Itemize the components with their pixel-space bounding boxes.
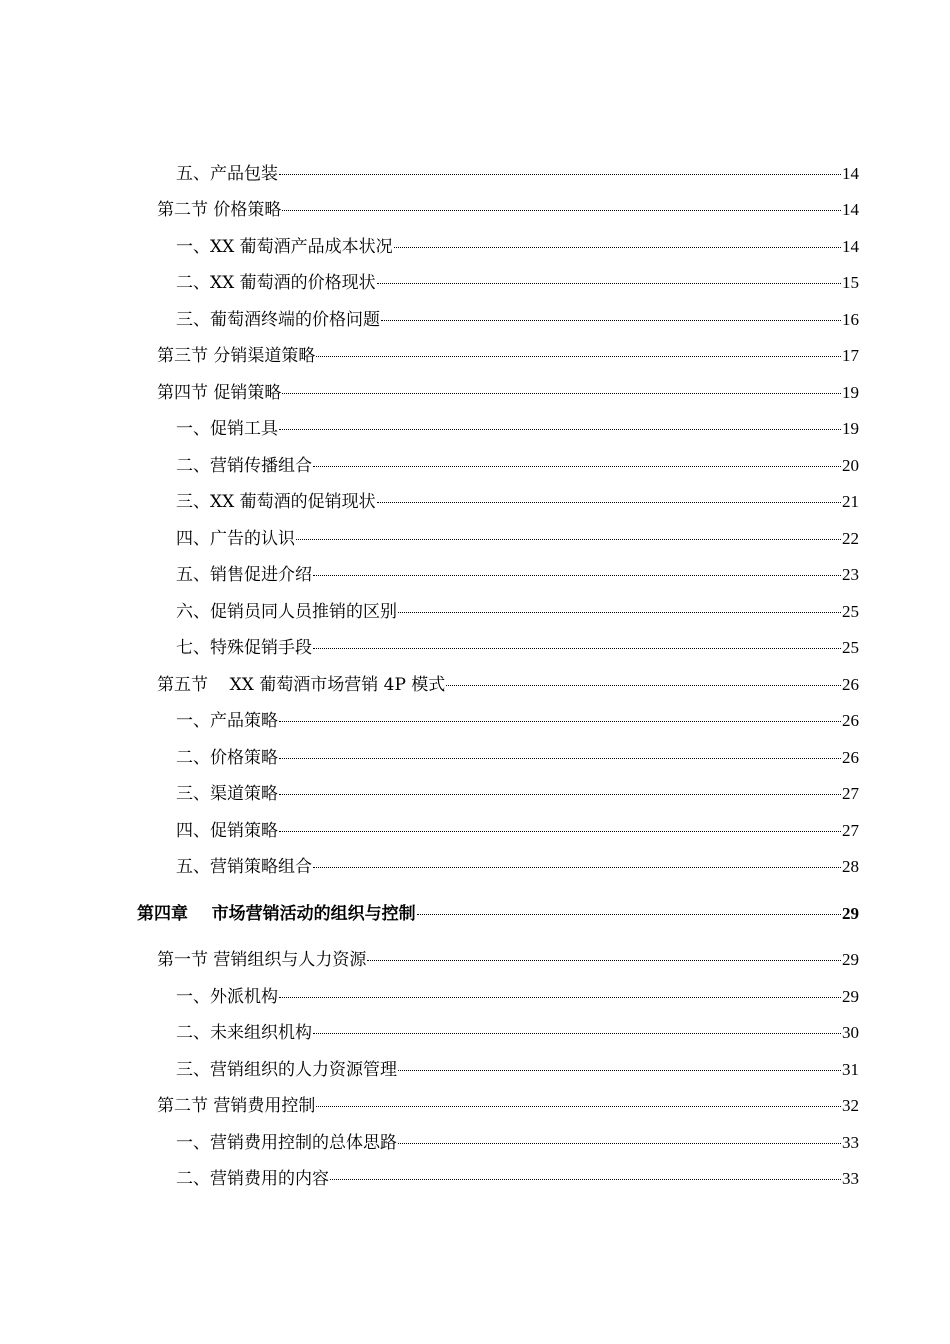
toc-entry[interactable] bbox=[157, 673, 859, 697]
toc-entry[interactable] bbox=[176, 1058, 859, 1082]
toc-entry-label: 五、营销策略组合 bbox=[176, 857, 312, 877]
toc-entry[interactable] bbox=[176, 1131, 859, 1155]
toc-entry[interactable] bbox=[157, 1094, 859, 1118]
dot-leader bbox=[330, 1179, 841, 1180]
toc-entry[interactable] bbox=[176, 417, 859, 441]
dot-leader bbox=[398, 1143, 841, 1144]
toc-page-number: 27 bbox=[842, 784, 859, 803]
toc-page-number: 29 bbox=[842, 987, 859, 1006]
dot-leader bbox=[279, 721, 841, 722]
toc-entry[interactable] bbox=[176, 855, 859, 879]
dot-leader bbox=[279, 794, 841, 795]
toc-entry-label: 五、销售促进介绍 bbox=[176, 565, 312, 585]
dot-leader bbox=[417, 914, 841, 915]
dot-leader bbox=[398, 1070, 841, 1071]
toc-page-number: 29 bbox=[842, 904, 859, 923]
toc-entry[interactable] bbox=[176, 600, 859, 624]
toc-entry-label: 五、产品包装 bbox=[176, 164, 278, 184]
toc-entry-label: 二、营销费用的内容 bbox=[176, 1169, 329, 1189]
toc-entry-label: 四、广告的认识 bbox=[176, 529, 295, 549]
toc-entry[interactable] bbox=[176, 819, 859, 843]
toc-entry[interactable] bbox=[176, 490, 859, 514]
toc-page-number: 25 bbox=[842, 602, 859, 621]
toc-page-number: 17 bbox=[842, 346, 859, 365]
toc-entry-label: 一、XX 葡萄酒产品成本状况 bbox=[176, 237, 393, 257]
toc-entry[interactable] bbox=[176, 308, 859, 332]
dot-leader bbox=[313, 648, 841, 649]
toc-page-number: 28 bbox=[842, 857, 859, 876]
dot-leader bbox=[279, 997, 841, 998]
toc-entry-label: 第四节 促销策略 bbox=[157, 383, 282, 403]
toc-entry-label: 二、价格策略 bbox=[176, 748, 278, 768]
toc-entry-label: 三、渠道策略 bbox=[176, 784, 278, 804]
toc-entry[interactable] bbox=[176, 636, 859, 660]
dot-leader bbox=[377, 283, 841, 284]
toc-entry-label: 一、外派机构 bbox=[176, 987, 278, 1007]
toc-entry[interactable] bbox=[176, 1021, 859, 1045]
toc-page-number: 14 bbox=[842, 164, 859, 183]
dot-leader bbox=[279, 758, 841, 759]
toc-entry[interactable] bbox=[176, 1167, 859, 1191]
toc-entry[interactable] bbox=[176, 235, 859, 259]
dot-leader bbox=[279, 174, 841, 175]
toc-page-number: 31 bbox=[842, 1060, 859, 1079]
toc-page-number: 29 bbox=[842, 950, 859, 969]
toc-page-number: 14 bbox=[842, 237, 859, 256]
toc-entry[interactable] bbox=[157, 344, 859, 368]
toc-entry-label: 第四章 市场营销活动的组织与控制 bbox=[137, 904, 416, 924]
dot-leader bbox=[313, 575, 841, 576]
toc-entry-label: 第五节 XX 葡萄酒市场营销 4P 模式 bbox=[157, 675, 446, 695]
toc-entry-label: 第二节 营销费用控制 bbox=[157, 1096, 316, 1116]
toc-page-number: 33 bbox=[842, 1169, 859, 1188]
toc-page-number: 21 bbox=[842, 492, 859, 511]
toc-entry-label: 四、促销策略 bbox=[176, 821, 278, 841]
toc-entry[interactable] bbox=[176, 527, 859, 551]
toc-entry[interactable] bbox=[176, 162, 859, 186]
dot-leader bbox=[279, 831, 841, 832]
dot-leader bbox=[316, 356, 841, 357]
toc-entry[interactable] bbox=[176, 271, 859, 295]
dot-leader bbox=[282, 210, 841, 211]
toc-entry[interactable] bbox=[176, 563, 859, 587]
toc-entry-label: 二、未来组织机构 bbox=[176, 1023, 312, 1043]
dot-leader bbox=[313, 867, 841, 868]
dot-leader bbox=[279, 429, 841, 430]
toc-entry[interactable] bbox=[157, 198, 859, 222]
toc-entry-label: 一、营销费用控制的总体思路 bbox=[176, 1133, 397, 1153]
toc-entry[interactable] bbox=[176, 709, 859, 733]
toc-page-number: 19 bbox=[842, 383, 859, 402]
dot-leader bbox=[367, 960, 841, 961]
toc-entry[interactable] bbox=[176, 454, 859, 478]
toc-entry-label: 一、产品策略 bbox=[176, 711, 278, 731]
toc-entry[interactable] bbox=[157, 948, 859, 972]
toc-page-number: 27 bbox=[842, 821, 859, 840]
toc-entry[interactable] bbox=[157, 381, 859, 405]
toc-entry-label: 二、XX 葡萄酒的价格现状 bbox=[176, 273, 376, 293]
toc-entry-label: 二、营销传播组合 bbox=[176, 456, 312, 476]
toc-page-number: 25 bbox=[842, 638, 859, 657]
toc-page-number: 26 bbox=[842, 675, 859, 694]
toc-page-number: 26 bbox=[842, 711, 859, 730]
dot-leader bbox=[394, 247, 841, 248]
toc-page-number: 16 bbox=[842, 310, 859, 329]
toc-page-number: 30 bbox=[842, 1023, 859, 1042]
toc-page-number: 15 bbox=[842, 273, 859, 292]
dot-leader bbox=[282, 393, 841, 394]
toc-page-number: 20 bbox=[842, 456, 859, 475]
toc-entry[interactable] bbox=[176, 985, 859, 1009]
toc-entry-label: 七、特殊促销手段 bbox=[176, 638, 312, 658]
toc-entry-label: 第三节 分销渠道策略 bbox=[157, 346, 316, 366]
dot-leader bbox=[377, 502, 841, 503]
toc-entry[interactable] bbox=[176, 782, 859, 806]
toc-chapter-entry[interactable] bbox=[137, 902, 859, 926]
dot-leader bbox=[381, 320, 841, 321]
toc-entry-label: 三、XX 葡萄酒的促销现状 bbox=[176, 492, 376, 512]
toc-page-number: 19 bbox=[842, 419, 859, 438]
dot-leader bbox=[446, 685, 841, 686]
toc-entry-label: 第二节 价格策略 bbox=[157, 200, 282, 220]
dot-leader bbox=[398, 612, 841, 613]
toc-entry-label: 一、促销工具 bbox=[176, 419, 278, 439]
dot-leader bbox=[296, 539, 841, 540]
toc-entry-label: 第一节 营销组织与人力资源 bbox=[157, 950, 367, 970]
toc-page-number: 26 bbox=[842, 748, 859, 767]
dot-leader bbox=[313, 1033, 841, 1034]
toc-entry-label: 六、促销员同人员推销的区别 bbox=[176, 602, 397, 622]
toc-page-number: 33 bbox=[842, 1133, 859, 1152]
toc-entry-label: 三、营销组织的人力资源管理 bbox=[176, 1060, 397, 1080]
toc-entry[interactable] bbox=[176, 746, 859, 770]
toc-entry-label: 三、葡萄酒终端的价格问题 bbox=[176, 310, 380, 330]
dot-leader bbox=[313, 466, 841, 467]
toc-page-number: 14 bbox=[842, 200, 859, 219]
dot-leader bbox=[316, 1106, 841, 1107]
toc-page-number: 32 bbox=[842, 1096, 859, 1115]
toc-page-number: 23 bbox=[842, 565, 859, 584]
toc-page-number: 22 bbox=[842, 529, 859, 548]
